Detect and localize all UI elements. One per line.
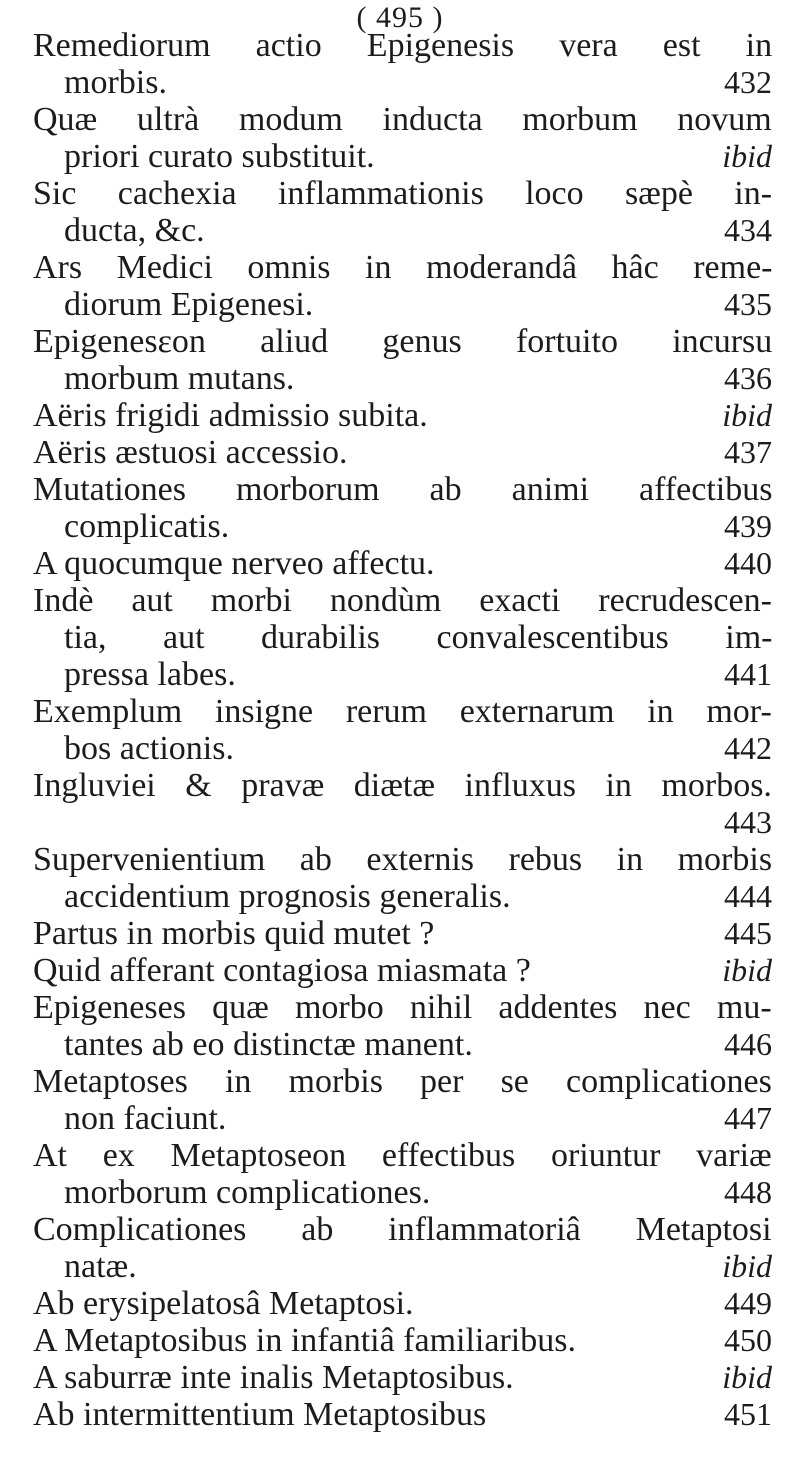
entry-line [33,249,772,286]
entry-line [64,1174,430,1211]
index-entry [20,101,780,175]
entry-line [64,730,234,767]
page-reference: ibid [722,397,772,433]
entry-text: non faciunt. [64,1100,227,1137]
entry-line [33,175,772,212]
page-reference: 446 [724,1026,772,1062]
entry-line [33,915,434,952]
entry-line [33,767,772,804]
entry-text: morborum complicationes. [64,1174,431,1211]
index-entry [20,1396,780,1433]
entry-line [33,693,772,730]
entry-text: tantes ab eo distinctæ manent. [64,1026,473,1063]
page-number: ( 495 ) [356,1,444,34]
entry-line [33,1211,772,1248]
entry-line [64,508,229,545]
entry-line [64,1248,137,1285]
entry-text: Epigeneses quæ morbo nihil addentes nec mu- [33,989,772,1026]
entry-line [64,360,294,397]
entry-text: Metaptoses in morbis per se complicationes [33,1063,772,1100]
index-entry [20,175,780,249]
entry-line [64,286,313,323]
entry-text: Ab intermittentium Metaptosibus [33,1396,487,1433]
entry-line [33,1137,772,1174]
entry-line [64,656,236,693]
entry-text: Quid afferant contagiosa miasmata ? [33,952,531,989]
page-reference: ibid [722,1359,772,1395]
page-reference: 449 [724,1285,772,1321]
entry-text: accidentium prognosis generalis. [64,878,511,915]
entry-text: Indè aut morbi nondùm exacti recrudescen- [33,582,772,619]
entry-line [33,989,772,1026]
entry-line [33,1063,772,1100]
entry-text: Remediorum actio Epigenesis vera est in [33,27,773,64]
entry-text: A quocumque nerveo affectu. [33,545,435,582]
page-reference: 432 [724,64,772,100]
page-reference: 436 [724,360,772,396]
index-entry [20,27,780,101]
page-reference: ibid [722,1248,772,1284]
entry-line [33,1322,576,1359]
page-reference: 451 [724,1396,772,1432]
index-entry [20,1211,780,1285]
entry-text: Supervenientium ab externis rebus in morbis [33,841,773,878]
page-reference: 444 [724,878,772,914]
entry-text: morbum mutans. [64,360,295,397]
entry-text: morbis. [64,64,167,101]
page-reference: 443 [724,804,772,840]
index-entry [20,1322,780,1359]
entry-text: Mutationes morborum ab animi affectibus [33,471,773,508]
entry-line [33,952,531,989]
index-entry [20,1137,780,1211]
entry-text: bos actionis. [64,730,234,767]
entry-line [33,1359,514,1396]
entry-text: Ars Medici omnis in moderandâ hâc reme- [33,249,773,286]
entry-line [33,471,772,508]
entry-text: Exemplum insigne rerum externarum in mor- [33,693,772,730]
index-entry [20,434,780,471]
index-entry [20,952,780,989]
entry-text: A saburræ inte inalis Metaptosibus. [33,1359,514,1396]
entry-line [33,841,772,878]
index-entry [20,841,780,915]
page-reference: 435 [724,286,772,322]
page-reference: 442 [724,730,772,766]
entry-line [33,545,435,582]
page-reference: 434 [724,212,772,248]
entry-text: A Metaptosibus in infantiâ familiaribus. [33,1322,576,1359]
entry-text: tia, aut durabilis convalescentibus im- [64,619,773,656]
entry-text: Epigenesεon aliud genus fortuito incursu [33,323,773,360]
entry-text: complicatis. [64,508,230,545]
entry-line [64,1026,473,1063]
index-entry [20,1285,780,1322]
page-reference: 439 [724,508,772,544]
entry-line [33,101,772,138]
entry-text: diorum Epigenesi. [64,286,314,323]
page-reference: 448 [724,1174,772,1210]
index-entry [20,989,780,1063]
entry-line [33,1285,414,1322]
index-entry [20,249,780,323]
page-reference: 441 [724,656,772,692]
entry-text: ducta, &c. [64,212,205,249]
entry-line [33,323,772,360]
page-reference: ibid [722,138,772,174]
index-entry [20,545,780,582]
entry-text: Aëris frigidi admissio subita. [33,397,428,434]
index-entry [20,323,780,397]
index-entry [20,582,780,693]
entry-text: priori curato substituit. [64,138,375,175]
page-reference: 447 [724,1100,772,1136]
entry-text: Partus in morbis quid mutet ? [33,915,435,952]
entry-line [33,1396,486,1433]
index-entry [20,915,780,952]
page-reference: 450 [724,1322,772,1358]
entry-text: Complicationes ab inflammatoriâ Metaptosi [33,1211,772,1248]
entry-text: Ingluviei & pravæ diætæ influxus in morbos. [33,767,772,804]
entry-text: Aëris æstuosi accessio. [33,434,348,471]
entry-text: pressa labes. [64,656,236,693]
entry-text: Sic cachexia inflammationis loco sæpè in- [33,175,773,212]
entry-line [64,212,205,249]
entry-line [64,64,167,101]
entry-line [33,27,772,64]
page-reference: 445 [724,915,772,951]
entry-text: At ex Metaptoseon effectibus oriuntur variæ [33,1137,772,1174]
index-entry [20,767,780,841]
index-entry [20,397,780,434]
entry-line [64,1100,226,1137]
entry-text: Ab erysipelatosâ Metaptosi. [33,1285,414,1322]
entry-line [33,434,347,471]
entry-line [33,582,772,619]
entry-text: Quæ ultrà modum inducta morbum novum [33,101,772,138]
entry-line [64,619,772,656]
entry-text: natæ. [64,1248,137,1285]
index-entry [20,693,780,767]
page-reference: 440 [724,545,772,581]
index-entry [20,1063,780,1137]
page-reference: 437 [724,434,772,470]
entry-line [33,397,428,434]
index-entry [20,471,780,545]
index-entry [20,1359,780,1396]
page-reference: ibid [722,952,772,988]
entry-line [64,878,511,915]
entry-line [64,138,375,175]
